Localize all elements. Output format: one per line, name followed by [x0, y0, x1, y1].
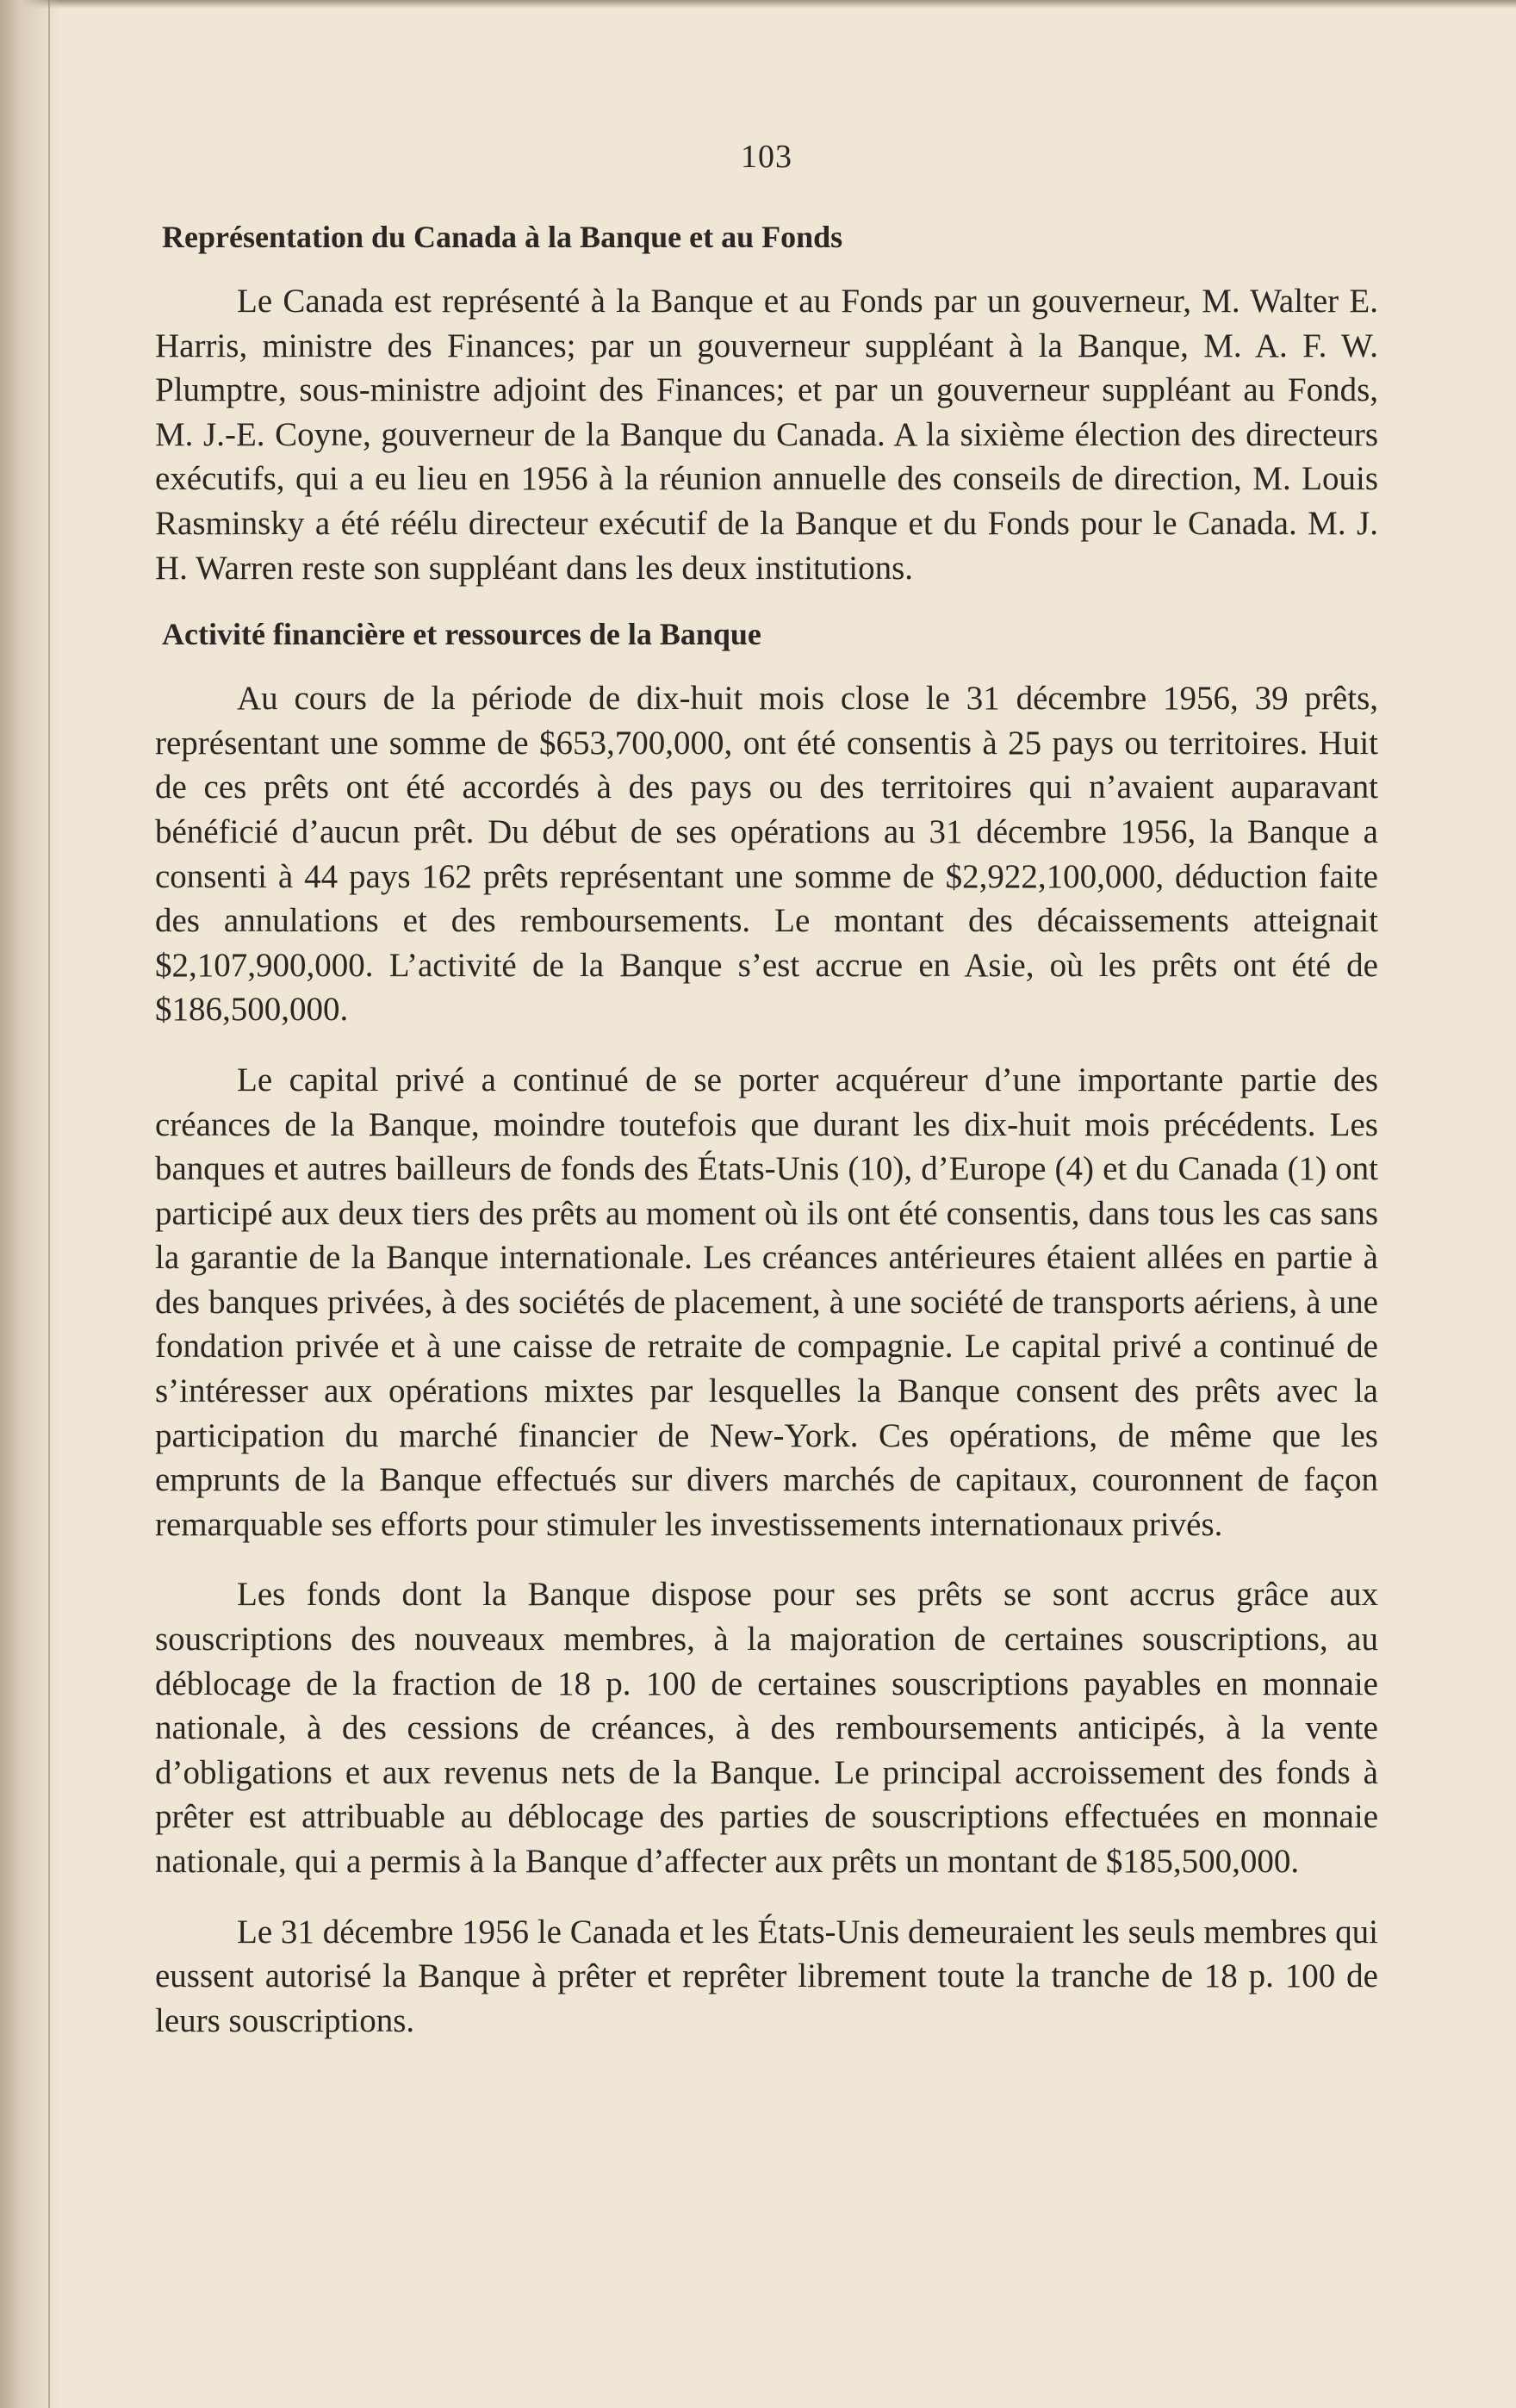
section-heading: Activité financière et ressources de la Banque [162, 617, 761, 652]
page-content [155, 138, 1378, 2069]
paragraph: Le 31 décembre 1956 le Canada et les États-Unis demeuraient les seuls membres qui eussent autorisé la Banque à prêter et reprêter librement toute la tranche de 18 p. 100 de leurs souscriptions. [155, 1913, 1378, 2039]
paragraph: Les fonds dont la Banque dispose pour ses prêts se sont accrus grâce aux souscriptions des nouveaux membres, à la majoration de certaines souscriptions, au déblocage de la fraction de 18 p. 100 de certaines souscriptions payables en monnaie nationale, à des cessions de créances, à des remboursements anticipés, à la vente d’obligations et aux revenus nets de la Banque. Le principal accroissement des fonds à prêter est attribuable au déblocage des parties de souscriptions effectuées en monnaie nationale, qui a permis à la Banque d’affecter aux prêts un montant de $185,500,000. [155, 1576, 1378, 1880]
page-gutter-shadow [0, 0, 60, 2408]
page-number: 103 [741, 139, 792, 175]
paragraph: Le capital privé a continué de se porter acquéreur d’une importante partie des créances de la Banque, moindre toutefois que durant les dix-huit mois précédents. Les banques et autres bailleurs de fonds des États-Unis (10), d’Europe (4) et du Canada (1) ont participé aux deux tiers des prêts au moment où ils ont été consentis, dans tous les cas sans la garantie de la Banque internationale. Les créances antérieures étaient allées en partie à des banques privées, à des sociétés de placement, à une société de transports aériens, à une fondation privée et à une caisse de retraite de compagnie. Le capital privé a continué de s’intéresser aux opérations mixtes par lesquelles la Banque consent des prêts avec la participation du marché financier de New-York. Ces opérations, de même que les emprunts de la Banque effectués sur divers marchés de capitaux, couronnent de façon remarquable ses efforts pour stimuler les investissements internationaux privés. [155, 1061, 1378, 1543]
section-representation [155, 219, 1378, 590]
section-activite-financiere [155, 616, 1378, 2043]
section-heading: Représentation du Canada à la Banque et au Fonds [162, 220, 843, 254]
page-top-edge [0, 0, 1516, 9]
page-edge-line [48, 0, 50, 2408]
paragraph: Le Canada est représenté à la Banque et au Fonds par un gouverneur, M. Walter E. Harris, ministre des Finances; par un gouverneur suppléant à la Banque, M. A. F. W. Plumptre, sous-ministre adjoint des Finances; et par un gouverneur suppléant au Fonds, M. J.-E. Coyne, gouverneur de la Banque du Canada. A la sixième élection des directeurs exécutifs, qui a eu lieu en 1956 à la réunion annuelle des conseils de direction, M. Louis Rasminsky a été réélu directeur exécutif de la Banque et du Fonds pour le Canada. M. J. H. Warren reste son suppléant dans les deux institutions. [155, 283, 1378, 587]
paragraph: Au cours de la période de dix-huit mois close le 31 décembre 1956, 39 prêts, représentant une somme de $653,700,000, ont été consentis à 25 pays ou territoires. Huit de ces prêts ont été accordés à des pays ou des territoires qui n’avaient auparavant bénéficié d’aucun prêt. Du début de ses opérations au 31 décembre 1956, la Banque a consenti à 44 pays 162 prêts représentant une somme de $2,922,100,000, déduction faite des annulations et des remboursements. Le montant des décaissements atteignait $2,107,900,000. L’activité de la Banque s’est accrue en Asie, où les prêts ont été de $186,500,000. [155, 680, 1378, 1029]
